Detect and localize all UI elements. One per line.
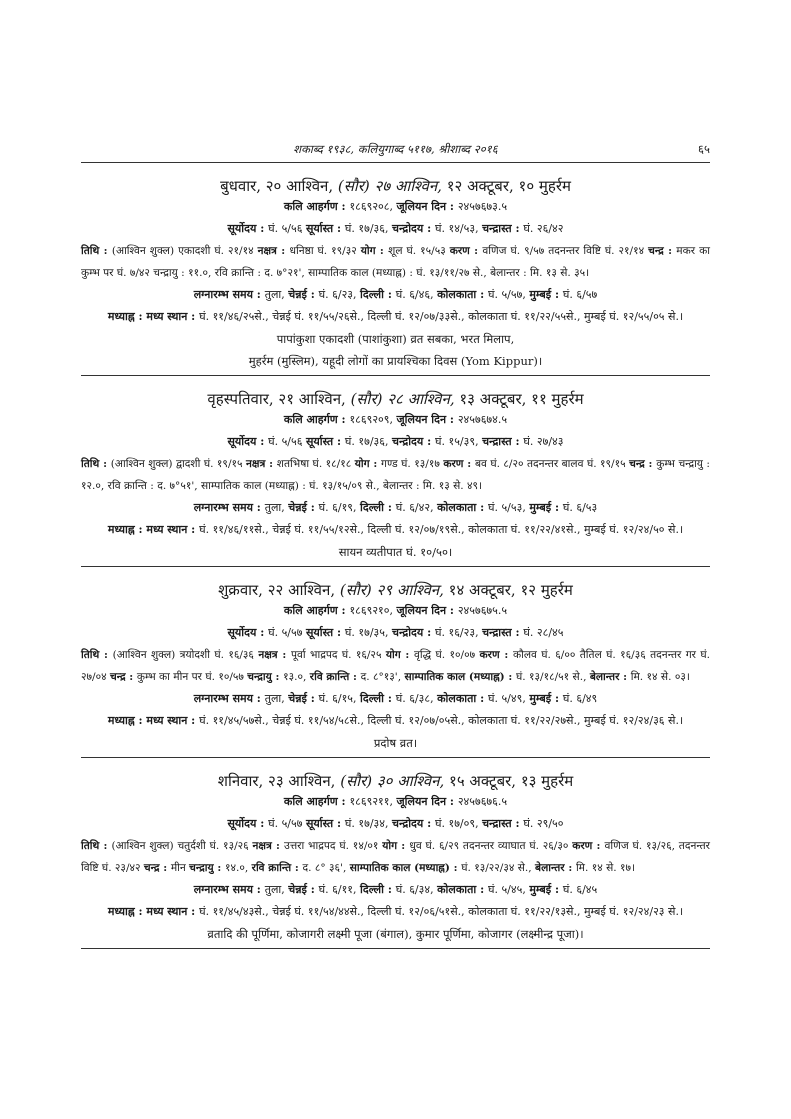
sun-moon-value: घं. १७/३४, (344, 817, 392, 830)
lagna-label: लग्नारम्भ समय : (193, 501, 265, 514)
day-entry (81, 389, 710, 567)
sun-moon-label: चन्द्रोदय : (391, 435, 435, 448)
tithi-label: योग : (360, 245, 389, 257)
page-number: ६५ (698, 142, 710, 156)
sun-moon-value: घं. २८/४५ (523, 626, 564, 639)
tithi-value: वणिज घं. ९/५७ तदनन्तर विष्टि घं. २१/१४ (482, 245, 649, 257)
day-heading (81, 580, 710, 600)
kali-value: १८६९२१०, (349, 604, 397, 617)
day-name: शनिवार, २३ आश्विन, (217, 772, 341, 790)
tithi-label: चन्द्र : (143, 862, 171, 874)
lagna-label: मुम्बई : (529, 883, 563, 896)
julian-label: जूलियन दिन : (396, 604, 458, 617)
lagna-line (81, 284, 710, 306)
festival-line: सायन व्यतीपात घं. १०/५०। (338, 545, 453, 559)
sun-moon-value: घं. १७/३५, (344, 626, 392, 639)
lagna-label: चेन्नई : (288, 883, 319, 896)
kali-label: कलि आहर्गण : (283, 200, 350, 213)
tithi-label: योग : (385, 649, 415, 661)
tithi-value: (आश्विन शुक्ल) त्रयोदशी घं. १६/३६ (112, 649, 259, 661)
lagna-value: घं. ६/१९, (318, 501, 361, 514)
tithi-value: कौलव घं. ६/०० तैतिल घं. १६/३६ तदनन्तर गर घं. २७/०४ (81, 649, 711, 683)
tithi-label: चन्द्र : (629, 458, 657, 470)
lagna-value: घं. ६/३८, (395, 692, 438, 705)
lagna-value: घं. ६/४६, (395, 288, 438, 301)
lagna-label: कोलकाता : (437, 501, 488, 514)
julian-label: जूलियन दिन : (396, 413, 458, 426)
gregorian-date: १५ अक्टूबर, १३ मुहर्रम (449, 772, 574, 790)
tithi-value: वणिज घं. १३/२६, तदनन्तर विष्टि घं. २३/४२ (81, 840, 710, 874)
sun-moon-label: चन्द्रास्त : (482, 626, 524, 639)
lagna-value: तुला, (264, 692, 289, 705)
lagna-label: चेन्नई : (288, 288, 319, 301)
lagna-value: घं. ६/५३ (562, 501, 598, 514)
tithi-label: नक्षत्र : (246, 458, 277, 470)
tithi-value: मीन (170, 862, 190, 874)
lagna-label: लग्नारम्भ समय : (193, 288, 265, 301)
sun-moon-label: चन्द्रोदय : (391, 626, 435, 639)
tithi-label: चन्द्र : (648, 245, 677, 257)
entry-rule (81, 566, 710, 567)
lagna-value: घं. ६/५७ (562, 288, 598, 301)
sun-moon-value: घं. ५/५६ (268, 222, 306, 235)
tithi-label: तिथि : (81, 649, 113, 661)
tithi-label: चन्द्रायु : (189, 862, 225, 874)
tithi-label: करण : (449, 245, 483, 257)
sun-moon-value: घं. १६/२३, (434, 626, 483, 639)
tithi-value: मि. १४ से. ०३। (630, 671, 690, 683)
tithi-label: करण : (479, 649, 513, 661)
madhyahna-value: घं. ११/४६/११से., चेन्नई घं. ११/५५/१२से., दिल्ली घं. १२/०७/१९से., कोलकाता घं. ११/२२/४१से., मुम्बई घं. १२/२४/५० से.। (199, 523, 684, 536)
sun-moon-value: घं. १४/५३, (434, 222, 483, 235)
lagna-value: तुला, (264, 288, 289, 301)
madhyahna-value: घं. ११/४६/२५से., चेन्नई घं. ११/५५/२६से., दिल्ली घं. १२/०७/३३से., कोलकाता घं. ११/२२/५५से., मुम्बई घं. १२/५५/०५ से.। (199, 310, 684, 323)
entry-rule (81, 948, 710, 949)
tithi-value: गण्ड घं. १३/१७ (381, 458, 444, 470)
lagna-line (81, 879, 710, 901)
tithi-paragraph (81, 453, 710, 497)
day-entry (81, 771, 710, 949)
julian-value: २४५७६७५.५ (457, 604, 508, 617)
lagna-line (81, 497, 710, 519)
tithi-label: तिथि : (81, 245, 112, 257)
sun-moon-line (81, 431, 710, 453)
madhyahna-label: मध्याह्न : मध्य स्थान : (107, 905, 200, 918)
lagna-label: लग्नारम्भ समय : (193, 883, 265, 896)
sun-moon-value: घं. १७/०९, (434, 817, 483, 830)
lagna-label: दिल्ली : (360, 692, 396, 705)
madhyahna-line (81, 901, 710, 923)
festival-line: मुहर्रम (मुस्लिम), यहूदी लोगों का प्रायश्चिका दिवस (Yom Kippur)। (248, 354, 543, 368)
madhyahna-line (81, 710, 710, 732)
madhyahna-value: घं. ११/४५/४३से., चेन्नई घं. ११/५४/४४से., दिल्ली घं. १२/०६/५१से., कोलकाता घं. ११/२२/१३से., मुम्बई घं. १२/२४/२३ से.। (199, 905, 684, 918)
sun-moon-label: सूर्यास्त : (305, 626, 345, 639)
festivals (81, 541, 710, 563)
tithi-value: बव घं. ८/२० तदनन्तर बालव घं. १९/१५ (474, 458, 630, 470)
kali-julian-line (81, 791, 710, 813)
tithi-value: धुव घं. ६/२९ तदनन्तर व्याघात घं. २६/३० (409, 840, 573, 852)
lagna-value: घं. ५/४९, (487, 692, 530, 705)
lagna-label: कोलकाता : (437, 692, 488, 705)
almanac-page (81, 140, 710, 949)
tithi-label: रवि क्रान्ति : (309, 671, 361, 683)
lagna-label: चेन्नई : (288, 501, 319, 514)
tithi-value: १४.०, (224, 862, 252, 874)
running-header (81, 140, 710, 162)
tithi-value: द. ८° ३६', (302, 862, 350, 874)
julian-value: २४५७६७३.५ (457, 200, 508, 213)
kali-label: कलि आहर्गण : (283, 604, 350, 617)
entry-rule (81, 375, 710, 376)
sun-moon-value: घं. २९/५० (523, 817, 564, 830)
tithi-value: शतभिषा घं. १८/१८ (276, 458, 355, 470)
sun-moon-value: घं. १७/३६, (344, 435, 392, 448)
kali-value: १८६९२११, (349, 795, 397, 808)
saur-date: (सौर) २७ आश्विन, (337, 177, 447, 195)
saur-date: (सौर) ३० आश्विन, (340, 772, 450, 790)
tithi-value: (आश्विन शुक्ल) एकादशी घं. २१/१४ (111, 245, 258, 257)
header-rule (81, 162, 710, 163)
tithi-value: द. ८°१३', (360, 671, 405, 683)
lagna-value: घं. ६/४९ (562, 692, 598, 705)
sun-moon-label: चन्द्रास्त : (482, 435, 524, 448)
day-heading (81, 176, 710, 196)
julian-label: जूलियन दिन : (396, 795, 458, 808)
kali-julian-line (81, 600, 710, 622)
gregorian-date: १४ अक्टूबर, १२ मुहर्रम (448, 581, 573, 599)
saur-date: (सौर) २८ आश्विन, (350, 390, 460, 408)
sun-moon-line (81, 813, 710, 835)
madhyahna-label: मध्याह्न : मध्य स्थान : (107, 523, 200, 536)
tithi-label: चन्द्रायु : (247, 671, 284, 683)
sun-moon-value: घं. १७/३६, (344, 222, 392, 235)
tithi-label: साम्पातिक काल (मध्याह्न) : (404, 671, 516, 683)
sun-moon-label: सूर्योदय : (227, 817, 269, 830)
tithi-value: मकर का कुम्भ पर घं. ७/४२ चन्द्रायु : ११.०, रवि क्रान्ति : द. ७°२१', साम्पातिक काल (मध्याह्न) : घं. १३/११/२७ से., बेलान्तर : मि. १३ से. ३५। (81, 245, 710, 279)
festivals (81, 328, 710, 372)
lagna-value: घं. ६/२३, (318, 288, 361, 301)
madhyahna-line (81, 519, 710, 541)
lagna-label: मुम्बई : (529, 501, 563, 514)
madhyahna-line (81, 306, 710, 328)
lagna-label: मुम्बई : (529, 288, 563, 301)
day-name: बुधवार, २० आश्विन, (220, 177, 338, 195)
kali-label: कलि आहर्गण : (283, 413, 350, 426)
festival-line: व्रतादि की पूर्णिमा, कोजागरी लक्ष्मी पूजा (बंगाल), कुमार पूर्णिमा, कोजागर (लक्ष्मीन्द्र पूजा)। (207, 927, 584, 941)
madhyahna-value: घं. ११/४५/५७से., चेन्नई घं. ११/५४/५८से., दिल्ली घं. १२/०७/०५से., कोलकाता घं. ११/२२/२७से., मुम्बई घं. १२/२४/३६ से.। (199, 714, 684, 727)
kali-julian-line (81, 409, 710, 431)
sun-moon-value: घं. ५/५७ (268, 817, 306, 830)
sun-moon-label: चन्द्रास्त : (482, 817, 524, 830)
sun-moon-label: सूर्यास्त : (305, 817, 345, 830)
running-title: शकाब्द १९३८, कलियुगाब्द ५११७, श्रीशाब्द २०१६ (293, 142, 498, 156)
kali-value: १८६९२०८, (349, 200, 397, 213)
tithi-value: कुम्भ चन्द्रायु : १२.०, रवि क्रान्ति : द. ७°५१', साम्पातिक काल (मध्याह्न) : घं. १३/१५/०९ से., बेलान्तर : मि. १३ से. ४९। (81, 458, 710, 492)
sun-moon-label: सूर्योदय : (227, 222, 269, 235)
kali-julian-line (81, 196, 710, 218)
sun-moon-value: घं. २६/४२ (523, 222, 564, 235)
tithi-label: रवि क्रान्ति : (251, 862, 303, 874)
day-entry (81, 580, 710, 758)
tithi-label: तिथि : (81, 840, 112, 852)
day-entry (81, 176, 710, 376)
tithi-label: नक्षत्र : (258, 649, 291, 661)
saur-date: (सौर) २९ आश्विन, (339, 581, 449, 599)
sun-moon-label: सूर्योदय : (227, 626, 269, 639)
entry-rule (81, 757, 710, 758)
lagna-label: मुम्बई : (529, 692, 563, 705)
sun-moon-line (81, 622, 710, 644)
lagna-value: घं. ५/४५, (487, 883, 530, 896)
sun-moon-label: सूर्यास्त : (305, 222, 345, 235)
lagna-line (81, 688, 710, 710)
tithi-value: उत्तरा भाद्रपद घं. १४/०१ (284, 840, 383, 852)
gregorian-date: १३ अक्टूबर, ११ मुहर्रम (459, 390, 584, 408)
tithi-value: कुम्भ का मीन पर घं. १०/५७ (136, 671, 248, 683)
lagna-value: घं. ६/१५, (318, 692, 361, 705)
tithi-label: चन्द्र : (109, 671, 137, 683)
tithi-value: पूर्वा भाद्रपद घं. १६/२५ (290, 649, 386, 661)
julian-value: २४५७६७६.५ (457, 795, 508, 808)
lagna-label: दिल्ली : (360, 501, 396, 514)
tithi-value: (आश्विन शुक्ल) चतुर्दशी घं. १३/२६ (111, 840, 253, 852)
tithi-label: योग : (354, 458, 382, 470)
lagna-label: लग्नारम्भ समय : (193, 692, 265, 705)
day-name: वृहस्पतिवार, २१ आश्विन, (207, 390, 351, 408)
sun-moon-label: चन्द्रास्त : (482, 222, 524, 235)
tithi-label: साम्पातिक काल (मध्याह्न) : (349, 862, 462, 874)
sun-moon-value: घं. ५/५६ (268, 435, 306, 448)
tithi-paragraph (81, 644, 710, 688)
tithi-label: योग : (382, 840, 410, 852)
tithi-label: नक्षत्र : (257, 245, 290, 257)
lagna-value: घं. ६/४५ (562, 883, 598, 896)
sun-moon-value: घं. २७/४३ (523, 435, 564, 448)
tithi-value: वृद्धि घं. १०/०७ (414, 649, 480, 661)
lagna-value: तुला, (264, 883, 289, 896)
lagna-value: घं. ५/५७, (487, 288, 530, 301)
tithi-value: (आश्विन शुक्ल) द्वादशी घं. १९/१५ (110, 458, 246, 470)
kali-value: १८६९२०९, (349, 413, 397, 426)
sun-moon-label: चन्द्रोदय : (391, 817, 435, 830)
tithi-value: धनिष्ठा घं. १९/३२ (289, 245, 361, 257)
lagna-label: चेन्नई : (288, 692, 319, 705)
festival-line: प्रदोष व्रत। (373, 736, 418, 750)
sun-moon-value: घं. १५/३९, (434, 435, 483, 448)
tithi-label: करण : (572, 840, 605, 852)
day-name: शुक्रवार, २२ आश्विन, (218, 581, 340, 599)
kali-label: कलि आहर्गण : (283, 795, 350, 808)
tithi-value: घं. १३/१८/५१ से., (515, 671, 590, 683)
julian-label: जूलियन दिन : (396, 200, 458, 213)
lagna-label: कोलकाता : (437, 883, 488, 896)
day-heading (81, 771, 710, 791)
lagna-value: घं. ५/५३, (487, 501, 530, 514)
sun-moon-label: सूर्यास्त : (305, 435, 345, 448)
lagna-value: तुला, (264, 501, 289, 514)
sun-moon-label: सूर्योदय : (227, 435, 269, 448)
lagna-value: घं. ६/४२, (395, 501, 438, 514)
tithi-label: करण : (443, 458, 475, 470)
tithi-value: घं. १३/२२/३४ से., (461, 862, 536, 874)
lagna-label: दिल्ली : (360, 288, 396, 301)
festivals (81, 923, 710, 945)
sun-moon-label: चन्द्रोदय : (391, 222, 435, 235)
sun-moon-value: घं. ५/५७ (268, 626, 306, 639)
madhyahna-label: मध्याह्न : मध्य स्थान : (107, 310, 200, 323)
festivals (81, 732, 710, 754)
gregorian-date: १२ अक्टूबर, १० मुहर्रम (446, 177, 571, 195)
sun-moon-line (81, 218, 710, 240)
day-heading (81, 389, 710, 409)
lagna-label: दिल्ली : (360, 883, 396, 896)
tithi-label: नक्षत्र : (252, 840, 285, 852)
julian-value: २४५७६७४.५ (457, 413, 508, 426)
tithi-label: बेलान्तर : (535, 862, 576, 874)
lagna-value: घं. ६/११, (318, 883, 361, 896)
tithi-paragraph (81, 835, 710, 879)
tithi-value: शूल घं. १५/५३ (388, 245, 450, 257)
lagna-value: घं. ६/३४, (395, 883, 438, 896)
tithi-label: तिथि : (81, 458, 111, 470)
madhyahna-label: मध्याह्न : मध्य स्थान : (107, 714, 200, 727)
day-entries (81, 176, 710, 949)
tithi-value: मि. १४ से. १७। (575, 862, 636, 874)
tithi-paragraph (81, 240, 710, 284)
tithi-label: बेलान्तर : (589, 671, 631, 683)
tithi-value: १३.०, (283, 671, 310, 683)
festival-line: पापांकुशा एकादशी (पाशांकुशा) व्रत सबका, भरत मिलाप, (276, 332, 515, 346)
lagna-label: कोलकाता : (437, 288, 488, 301)
